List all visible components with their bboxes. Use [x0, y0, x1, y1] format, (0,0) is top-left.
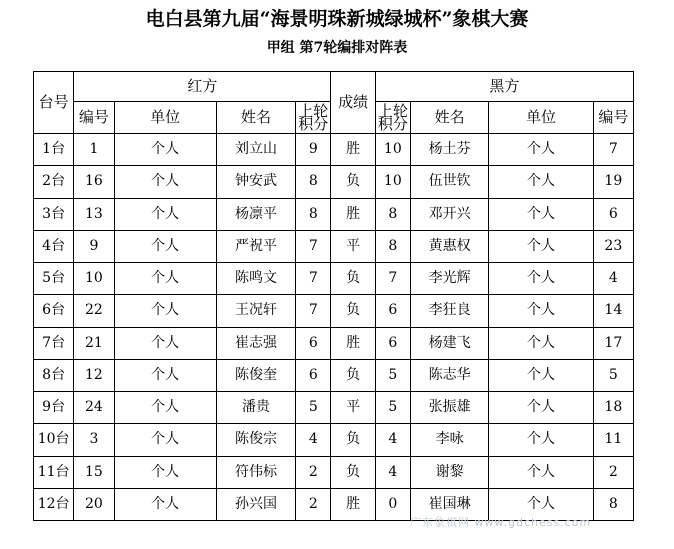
- table-row: [34, 198, 634, 230]
- red-number-cell: 1: [74, 134, 114, 166]
- result-cell: 负: [331, 295, 375, 327]
- result-cell: 平: [331, 230, 375, 262]
- black-number-cell: 11: [593, 424, 633, 456]
- red-unit-cell: 个人: [114, 295, 216, 327]
- red-name-cell: 杨凛平: [216, 198, 296, 230]
- red-number-cell: 13: [74, 198, 114, 230]
- watermark: 广东象棋网 www.gdchess.com: [410, 516, 592, 529]
- red-number-cell: 20: [74, 488, 114, 520]
- black-unit-cell: 个人: [489, 198, 593, 230]
- header-black-name: 姓名: [410, 102, 488, 134]
- header-row-group: [34, 72, 634, 102]
- red-name-cell: 陈俊奎: [216, 359, 296, 391]
- black-prev-score-cell: 5: [375, 392, 410, 424]
- black-name-cell: 陈志华: [410, 359, 488, 391]
- result-cell: 胜: [331, 327, 375, 359]
- black-number-cell: 2: [593, 456, 633, 488]
- black-number-cell: 18: [593, 392, 633, 424]
- table-row: [34, 392, 634, 424]
- red-prev-score-cell: 5: [296, 392, 331, 424]
- black-number-cell: 19: [593, 166, 633, 198]
- black-prev-score-cell: 8: [375, 198, 410, 230]
- black-number-cell: 23: [593, 230, 633, 262]
- red-prev-score-cell: 6: [296, 359, 331, 391]
- black-prev-score-cell: 10: [375, 166, 410, 198]
- header-red-name: 姓名: [216, 102, 296, 134]
- table-number-cell: 10台: [34, 424, 74, 456]
- red-prev-score-cell: 6: [296, 327, 331, 359]
- red-name-cell: 严祝平: [216, 230, 296, 262]
- result-cell: 负: [331, 456, 375, 488]
- black-name-cell: 杨土芬: [410, 134, 488, 166]
- header-table-no: 台号: [34, 72, 74, 134]
- red-prev-score-cell: 7: [296, 295, 331, 327]
- table-row: [34, 134, 634, 166]
- black-unit-cell: 个人: [489, 263, 593, 295]
- red-prev-score-cell: 4: [296, 424, 331, 456]
- header-red-number: 编号: [74, 102, 114, 134]
- black-prev-score-cell: 4: [375, 456, 410, 488]
- red-prev-score-cell: 9: [296, 134, 331, 166]
- red-name-cell: 潘贵: [216, 392, 296, 424]
- red-prev-score-cell: 7: [296, 230, 331, 262]
- table-row: [34, 263, 634, 295]
- table-number-cell: 2台: [34, 166, 74, 198]
- black-unit-cell: 个人: [489, 392, 593, 424]
- table-row: [34, 327, 634, 359]
- red-name-cell: 钟安武: [216, 166, 296, 198]
- black-unit-cell: 个人: [489, 230, 593, 262]
- header-black-number: 编号: [593, 102, 633, 134]
- red-unit-cell: 个人: [114, 263, 216, 295]
- table-row: [34, 295, 634, 327]
- black-number-cell: 8: [593, 488, 633, 520]
- black-number-cell: 5: [593, 359, 633, 391]
- table-row: [34, 230, 634, 262]
- table-number-cell: 6台: [34, 295, 74, 327]
- black-name-cell: 李狂良: [410, 295, 488, 327]
- black-prev-score-cell: 6: [375, 295, 410, 327]
- black-name-cell: 崔国琳: [410, 488, 488, 520]
- header-black-prev-score: 上轮积分: [375, 102, 410, 134]
- result-cell: 负: [331, 424, 375, 456]
- black-number-cell: 4: [593, 263, 633, 295]
- red-name-cell: 陈鸣文: [216, 263, 296, 295]
- red-unit-cell: 个人: [114, 230, 216, 262]
- black-name-cell: 邓开兴: [410, 198, 488, 230]
- red-unit-cell: 个人: [114, 456, 216, 488]
- red-number-cell: 16: [74, 166, 114, 198]
- black-prev-score-cell: 8: [375, 230, 410, 262]
- black-unit-cell: 个人: [489, 295, 593, 327]
- red-unit-cell: 个人: [114, 166, 216, 198]
- red-prev-score-cell: 8: [296, 166, 331, 198]
- red-unit-cell: 个人: [114, 359, 216, 391]
- red-unit-cell: 个人: [114, 198, 216, 230]
- black-unit-cell: 个人: [489, 327, 593, 359]
- table-number-cell: 4台: [34, 230, 74, 262]
- table-row: [34, 456, 634, 488]
- black-name-cell: 黄惠权: [410, 230, 488, 262]
- header-black-unit: 单位: [489, 102, 593, 134]
- black-unit-cell: 个人: [489, 134, 593, 166]
- page-title: 电白县第九届“海景明珠新城绿城杯”象棋大赛: [145, 8, 529, 30]
- table-row: [34, 359, 634, 391]
- result-cell: 负: [331, 263, 375, 295]
- black-prev-score-cell: 7: [375, 263, 410, 295]
- table-number-cell: 7台: [34, 327, 74, 359]
- red-number-cell: 3: [74, 424, 114, 456]
- table-row: [34, 424, 634, 456]
- black-unit-cell: 个人: [489, 488, 593, 520]
- red-name-cell: 符伟标: [216, 456, 296, 488]
- result-cell: 胜: [331, 488, 375, 520]
- black-unit-cell: 个人: [489, 456, 593, 488]
- red-unit-cell: 个人: [114, 392, 216, 424]
- table-number-cell: 5台: [34, 263, 74, 295]
- red-name-cell: 孙兴国: [216, 488, 296, 520]
- red-prev-score-cell: 2: [296, 456, 331, 488]
- header-red-prev-score: 上轮积分: [296, 102, 331, 134]
- black-number-cell: 14: [593, 295, 633, 327]
- red-prev-score-cell: 7: [296, 263, 331, 295]
- header-red-unit: 单位: [114, 102, 216, 134]
- red-unit-cell: 个人: [114, 424, 216, 456]
- black-number-cell: 6: [593, 198, 633, 230]
- black-number-cell: 17: [593, 327, 633, 359]
- black-unit-cell: 个人: [489, 359, 593, 391]
- black-name-cell: 伍世钦: [410, 166, 488, 198]
- black-name-cell: 李光辉: [410, 263, 488, 295]
- black-prev-score-cell: 5: [375, 359, 410, 391]
- result-cell: 负: [331, 166, 375, 198]
- pairing-table: [33, 71, 634, 521]
- page-subtitle: 甲组 第7轮编排对阵表: [266, 40, 408, 56]
- result-cell: 平: [331, 392, 375, 424]
- red-number-cell: 15: [74, 456, 114, 488]
- table-number-cell: 8台: [34, 359, 74, 391]
- red-unit-cell: 个人: [114, 327, 216, 359]
- table-number-cell: 9台: [34, 392, 74, 424]
- red-name-cell: 陈俊宗: [216, 424, 296, 456]
- result-cell: 胜: [331, 198, 375, 230]
- red-prev-score-cell: 2: [296, 488, 331, 520]
- black-prev-score-cell: 0: [375, 488, 410, 520]
- result-cell: 负: [331, 359, 375, 391]
- red-unit-cell: 个人: [114, 488, 216, 520]
- table-number-cell: 11台: [34, 456, 74, 488]
- black-name-cell: 谢黎: [410, 456, 488, 488]
- red-number-cell: 22: [74, 295, 114, 327]
- red-number-cell: 12: [74, 359, 114, 391]
- header-red-side: 红方: [74, 72, 331, 102]
- black-unit-cell: 个人: [489, 166, 593, 198]
- header-result: 成绩: [331, 72, 375, 134]
- table-number-cell: 3台: [34, 198, 74, 230]
- red-number-cell: 24: [74, 392, 114, 424]
- red-name-cell: 崔志强: [216, 327, 296, 359]
- red-name-cell: 刘立山: [216, 134, 296, 166]
- black-unit-cell: 个人: [489, 424, 593, 456]
- black-prev-score-cell: 4: [375, 424, 410, 456]
- red-number-cell: 10: [74, 263, 114, 295]
- red-unit-cell: 个人: [114, 134, 216, 166]
- black-number-cell: 7: [593, 134, 633, 166]
- black-name-cell: 张振雄: [410, 392, 488, 424]
- table-row: [34, 166, 634, 198]
- header-black-side: 黑方: [375, 72, 633, 102]
- black-prev-score-cell: 10: [375, 134, 410, 166]
- red-prev-score-cell: 8: [296, 198, 331, 230]
- table-number-cell: 12台: [34, 488, 74, 520]
- black-prev-score-cell: 6: [375, 327, 410, 359]
- red-number-cell: 9: [74, 230, 114, 262]
- red-number-cell: 21: [74, 327, 114, 359]
- black-name-cell: 杨建飞: [410, 327, 488, 359]
- black-name-cell: 李咏: [410, 424, 488, 456]
- red-name-cell: 王况轩: [216, 295, 296, 327]
- table-number-cell: 1台: [34, 134, 74, 166]
- result-cell: 胜: [331, 134, 375, 166]
